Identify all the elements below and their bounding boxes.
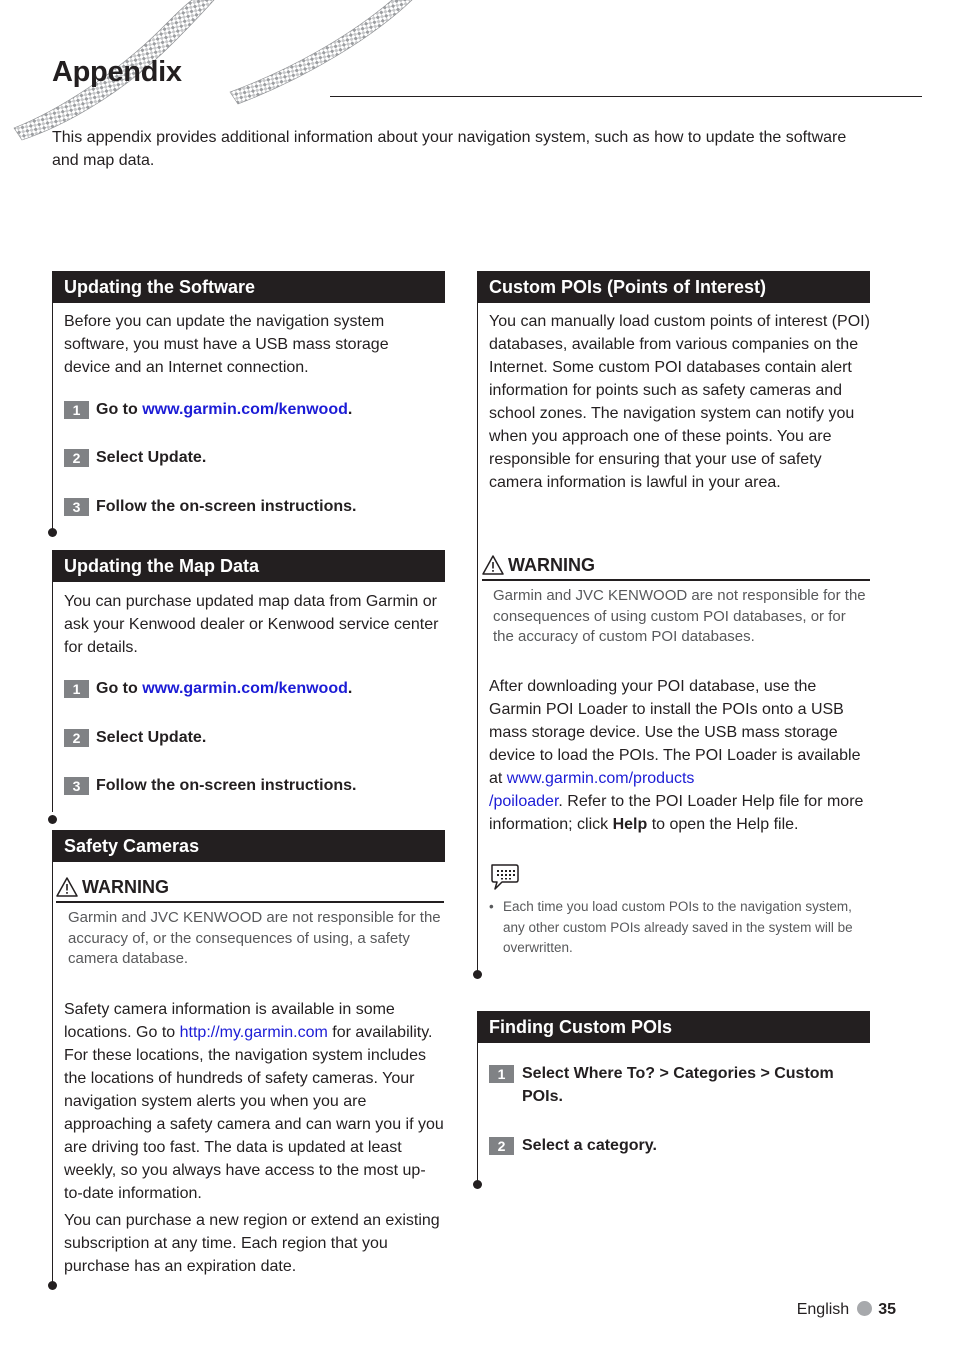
- section-heading-finding-custom-pois: Finding Custom POIs: [477, 1011, 870, 1043]
- step-text: .: [347, 680, 353, 697]
- column-rule: [477, 1042, 478, 1184]
- safety-warning-text: Garmin and JVC KENWOOD are not responsible for the accuracy of, or the consequences of using, a safety camera database.: [68, 909, 441, 967]
- page-footer: [797, 1301, 896, 1319]
- software-step-2: [64, 446, 444, 469]
- intro-paragraph: This appendix provides additional information about your navigation system, such as how to update the software and map data.: [52, 129, 847, 169]
- step-text: Select a category.: [522, 1137, 657, 1154]
- step-number-badge: 2: [64, 449, 89, 467]
- page-title: Appendix: [52, 56, 182, 88]
- step-text: Go to: [96, 680, 143, 697]
- safety-text: Safety camera information is available in some locations. Go to: [64, 1001, 395, 1041]
- warning-triangle-icon: [482, 555, 504, 575]
- safety-warning-heading: [56, 876, 444, 903]
- footer-dot-icon: [857, 1301, 872, 1316]
- column-rule: [52, 303, 53, 532]
- warning-label: WARNING: [82, 877, 169, 897]
- garmin-kenwood-link[interactable]: www.garmin.com/kenwood: [142, 401, 348, 418]
- section-end-dot: [473, 1180, 482, 1189]
- section-end-dot: [48, 528, 57, 537]
- my-garmin-link[interactable]: http://my.garmin.com: [179, 1024, 328, 1041]
- step-number-badge: 3: [64, 777, 89, 795]
- map-step-1: [64, 677, 444, 700]
- map-step-3: [64, 774, 444, 797]
- step-text: .: [347, 401, 353, 418]
- step-text: Follow the on-screen instructions.: [96, 498, 357, 515]
- safety-paragraph-1: [64, 998, 444, 1205]
- warning-triangle-icon: [56, 877, 78, 897]
- step-number-badge: 1: [64, 401, 89, 419]
- section-heading-safety-cameras: Safety Cameras: [52, 830, 445, 862]
- garmin-kenwood-link[interactable]: www.garmin.com/kenwood: [142, 680, 348, 697]
- footer-language: English: [796, 1301, 850, 1318]
- finding-step-1: [489, 1062, 869, 1108]
- custom-pois-intro: You can manually load custom points of interest (POI) databases, available from various companies on the Internet. Some custom POI databases contain alert information for points such as safety cameras and school zones. The navigation system can notify you when you approach one of these points. You are responsible for ensuring that your use of safety camera information is lawful in your area.: [489, 313, 870, 491]
- section-heading-updating-map-data: Updating the Map Data: [52, 550, 445, 582]
- step-text: Select Where To? > Categories > Custom POIs.: [522, 1065, 834, 1105]
- step-text: Select Update.: [96, 729, 207, 746]
- safety-paragraph-2: You can purchase a new region or extend an existing subscription at any time. Each region that you purchase has an expiration date.: [64, 1212, 440, 1275]
- software-intro: Before you can update the navigation system software, you must have a USB mass storage device and an Internet connection.: [64, 313, 389, 376]
- step-number-badge: 2: [489, 1137, 514, 1155]
- note-icon: [489, 862, 521, 892]
- note-bullet-marker: •: [489, 899, 494, 914]
- section-end-dot: [48, 1281, 57, 1290]
- map-intro: You can purchase updated map data from Garmin or ask your Kenwood dealer or Kenwood service center for details.: [64, 593, 439, 656]
- custom-warning-text: Garmin and JVC KENWOOD are not responsible for the consequences of using custom POI databases, or for the accuracy of custom POI databases.: [493, 587, 866, 645]
- page-number: 35: [878, 1301, 896, 1318]
- map-step-2: [64, 726, 444, 749]
- safety-text: for availability. For these locations, the navigation system includes the locations of hundreds of safety cameras. Your navigation system alerts you when you are approaching a safety camera and can warn you if you are driving too fast. The data is updated at least weekly, so you always have access to the most up-to-date information.: [64, 1024, 444, 1202]
- step-text: Select Update.: [96, 449, 207, 466]
- software-step-1: [64, 398, 444, 421]
- title-rule: [330, 96, 922, 97]
- poiloader-link[interactable]: /poiloader: [489, 793, 559, 810]
- section-end-dot: [48, 815, 57, 824]
- step-number-badge: 2: [64, 729, 89, 747]
- custom-pois-note: Each time you load custom POIs to the navigation system, any other custom POIs already saved in the system will be overwritten.: [503, 899, 853, 955]
- section-heading-updating-software: Updating the Software: [52, 271, 445, 303]
- step-number-badge: 3: [64, 498, 89, 516]
- column-rule: [52, 582, 53, 812]
- step-number-badge: 1: [64, 680, 89, 698]
- help-bold: Help: [612, 816, 648, 833]
- section-heading-custom-pois: Custom POIs (Points of Interest): [477, 271, 870, 303]
- step-text: Go to: [96, 401, 143, 418]
- custom-text: After downloading your POI database, use the Garmin POI Loader to install the POIs onto a USB mass storage device. Use the USB mass storage device to load the POIs. The POI Loader is available at: [489, 678, 861, 787]
- custom-pois-paragraph: [489, 675, 873, 836]
- poiloader-link[interactable]: www.garmin.com/products: [506, 770, 695, 787]
- warning-label: WARNING: [508, 555, 595, 575]
- section-end-dot: [473, 970, 482, 979]
- column-rule: [477, 303, 478, 971]
- custom-text: . Refer to the POI Loader Help file for more information; click: [489, 793, 864, 833]
- custom-text: to open the Help file.: [647, 816, 799, 833]
- column-rule: [52, 862, 53, 1283]
- custom-warning-heading: [482, 554, 870, 581]
- step-text: Follow the on-screen instructions.: [96, 777, 357, 794]
- finding-step-2: [489, 1134, 869, 1157]
- software-step-3: [64, 495, 444, 518]
- step-number-badge: 1: [489, 1065, 514, 1083]
